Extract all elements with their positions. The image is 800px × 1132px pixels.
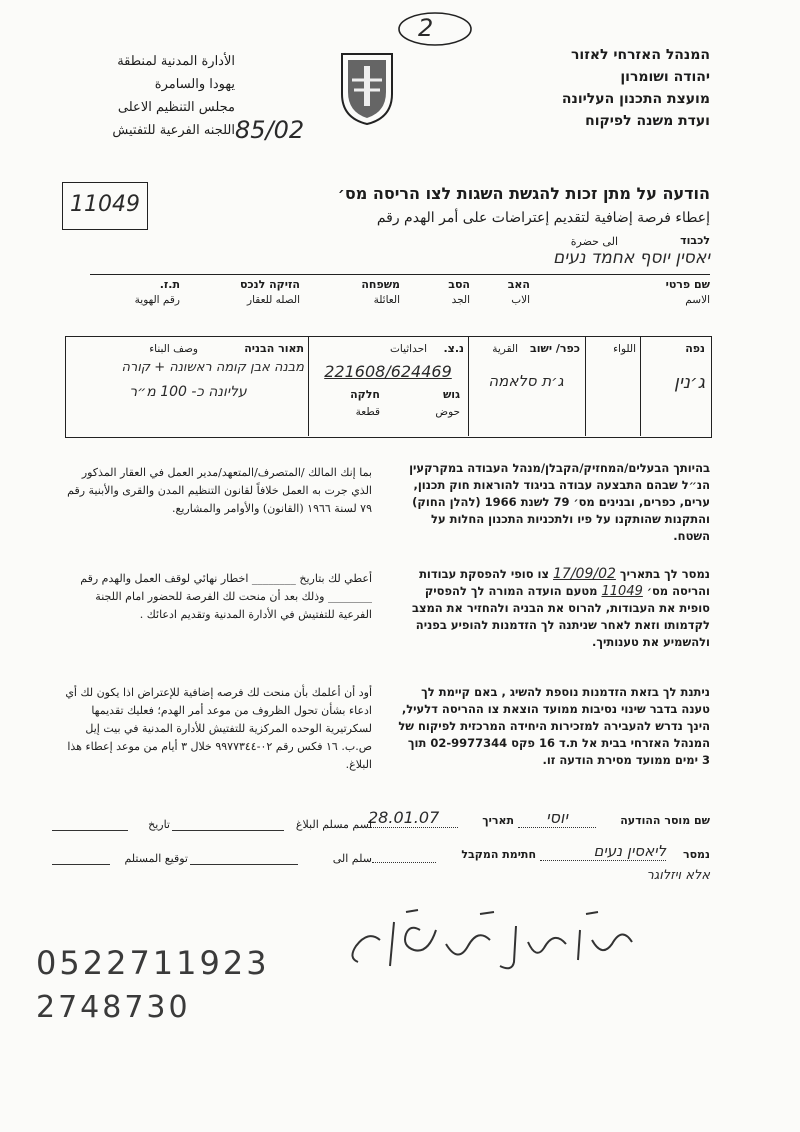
header-hebrew	[490, 44, 710, 132]
recipient-label-he: נמסר	[682, 848, 710, 861]
title-arabic: إعطاء فرصة إضافية لتقديم إعتراضات على أمر الهدم رقم	[376, 210, 710, 226]
property-table-divider	[308, 336, 309, 436]
property-table-divider	[468, 336, 469, 436]
field-grandfather-he: הסב	[448, 278, 470, 291]
page-number-circle-icon	[395, 8, 475, 50]
table-desc-value-1: מבנה אבן קומה ראשונה + קורה	[121, 360, 304, 375]
recipient-sig-label-he: חתימת המקבל	[461, 848, 536, 861]
paragraph1-hebrew: בהיותך הבעלים/המחזיק/הקבלן/מנהל העבודה במקרקעין הנ״ל שבהם התבצעה עבודה בניגוד להוראות חוק תכנון, ערים, כפרים, ובנינים מס׳ 79 לשנת 1966 (להלן החוק) והתקנות שהותקנו על פיו ולתכניות התכנון החלות על השטח.	[409, 461, 710, 543]
ar-sig-label: توقيع المستلم	[124, 852, 188, 865]
field-father-he: האב	[507, 278, 530, 291]
paragraph3-hebrew: ניתנת לך בזאת הזדמנות נוספת להשיג , באם קיימת לך טענה בדבר שינוי נסיבות ממועד הוצאת צו ההריסה דלעיל, הינך נדרש להעבירה למזכירות היחידה המרכזית לפיקוח של המנהל האזרחי בבית אל ת.ד 16 פקס 02-9977344 תוך 3 ימים ממועד מסירת הודעה זו.	[398, 685, 710, 767]
ar-recipient-line	[190, 864, 298, 865]
paragraph2-arabic: أعطي لك بتاريخ ________ اخطار نهائي لوقف العمل والهدم رقم ________ وذلك بعد أن منحت لك الفرصة للحضور امام اللجنة الفرعية للتفتيش في الأدارة المدنية وتقديم ادعائك .	[80, 572, 372, 621]
ar-recipient-label: سلم الى	[332, 852, 372, 865]
giver-value: יוסי	[518, 808, 596, 828]
date-label-he: תאריך	[482, 814, 514, 827]
paragraph1-arabic: بما إنك المالك /المتصرف/المتعهد/مدير العمل في العقار المذكور الذي جرت به العمل خلافاً لقانون التنظيم المدن والقرى والأبنية رقم ٧٩ لسنة ١٩٦٦ (القانون) والأوامر والمشاريع.	[67, 466, 372, 515]
table-village-he: כפר/ ישוב	[530, 342, 580, 355]
header-he-line-4: ועדת משנה לפיקוח	[585, 113, 710, 129]
table-coords-value: 221608/624469	[324, 362, 452, 381]
header-he-line-3: מועצת התכנון העליונה	[561, 91, 710, 107]
table-helka-ar: قطعة	[355, 406, 380, 418]
handwritten-number: 2748730	[36, 990, 191, 1025]
ar-date-line	[52, 830, 128, 831]
field-family-ar: العائلة	[373, 294, 400, 306]
table-desc-value-2: עליונה כ- 100 מ״ר	[129, 384, 247, 400]
emblem-icon	[338, 50, 396, 126]
recipient-name: ליאסין נעים	[540, 842, 666, 861]
table-coords-he: נ.צ.	[443, 342, 464, 355]
table-desc-he: תאור הבניה	[244, 342, 304, 355]
header-he-line-1: המנהל האזרחי לאזור	[570, 47, 710, 63]
table-helka-he: חלקה	[350, 388, 380, 401]
header-ar-line-1: الأدارة المدنية لمنطقة	[117, 54, 235, 69]
paragraph2-hebrew	[398, 566, 710, 651]
header-arabic	[60, 50, 235, 142]
field-family-he: משפחה	[361, 278, 400, 291]
file-number: 85/02	[235, 116, 305, 144]
ar-sig-line	[52, 864, 110, 865]
field-first-name-ar: الاسم	[685, 294, 710, 306]
paragraph2-he-prefix: נמסר לך בתאריך	[619, 567, 710, 581]
paragraph2-date: 17/09/02	[553, 566, 616, 582]
field-property-link-ar: الصله للعقار	[247, 294, 300, 306]
addressee-name: יאסין יוסף אחמד נעים	[552, 248, 710, 268]
table-nafa-ar: اللواء	[613, 343, 636, 355]
paragraph2-order-number: 11049	[601, 584, 643, 599]
field-id-he: ת.ז.	[159, 278, 180, 291]
header-ar-line-2: يهودا والسامرة	[154, 77, 235, 92]
paragraph3-arabic: أود أن أعلمك بأن منحت لك فرصه إضافية للإعتراض اذا يكون لك أي ادعاء بشأن تحول الظروف من موعد أمر الهدم؛ فعليك تقديمها لسكرتيرية الوحده المركزية للتفتيش للأدارة المدنية في بيت إيل ص.ب. ١٦ فكس رقم ٠٢-٩٩٧٧٣٤٤ خلال ٣ أيام من موعد إعطاء هذا البلاغ.	[65, 686, 372, 771]
table-nafa-he: נפה	[685, 342, 705, 355]
field-property-link-he: הזיקה לנכס	[239, 278, 300, 291]
title-hebrew: הודעה על מתן זכות להגשת השגות לצו הריסה מס׳	[337, 184, 710, 203]
giver-label-he: שם מוסר ההודעה	[620, 814, 710, 827]
addressee-label-ar: الى حضرة	[570, 235, 618, 248]
date-value: 28.01.07	[368, 808, 458, 828]
field-grandfather-ar: الجد	[451, 294, 470, 306]
paragraph2-he-mid: צו סופי להפסקת עבודות והריסה מס׳	[419, 567, 710, 598]
order-number-box-value: 11049	[70, 192, 140, 217]
table-gush-he: גוש	[442, 388, 460, 401]
field-id-ar: رقم الهوية	[134, 294, 180, 306]
header-ar-line-3: مجلس التنظيم الاعلى	[117, 100, 235, 115]
ar-giver-label: اسم مسلم البلاغ	[295, 818, 372, 831]
handwritten-note: אלא ויזלוגר	[646, 868, 710, 883]
header-ar-line-4: اللجنه الفرعية للتفتيش	[112, 123, 235, 138]
field-father-ar: الاب	[511, 294, 530, 306]
field-first-name-he: שם פרטי	[665, 278, 710, 291]
table-gush-ar: حوض	[435, 406, 460, 418]
table-village-ar: القرية	[492, 343, 518, 355]
ar-giver-line	[172, 830, 284, 831]
paragraph2-he-rest: מטעם הועדה המורה לך להפסיק סופית את העבודות, להרוס את הבניה ולהחזיר את המצב לקדמותו וזאת לאחר שניתנה לך הזדמנות להופיע בפניה ולהשמיע את טענותיך.	[411, 584, 710, 649]
ar-date-label: تاريخ	[148, 818, 170, 831]
table-village-value: ג׳ת סלאמה	[488, 372, 564, 390]
page-number: 2	[418, 14, 434, 42]
property-table-divider	[585, 336, 586, 436]
handwritten-arabic-signature	[340, 900, 640, 980]
table-nafa-value: ג׳נין	[673, 372, 705, 393]
recipient-sig-line	[372, 862, 436, 863]
addressee-line	[90, 274, 710, 275]
addressee-label-he: לכבוד	[680, 234, 710, 247]
header-he-line-2: יהודה ושומרון	[620, 69, 710, 85]
table-desc-ar: وصف البناء	[149, 343, 198, 355]
property-table-divider	[640, 336, 641, 436]
table-coords-ar: احداثيات	[389, 343, 427, 355]
handwritten-phone: 0522711923	[36, 944, 270, 982]
